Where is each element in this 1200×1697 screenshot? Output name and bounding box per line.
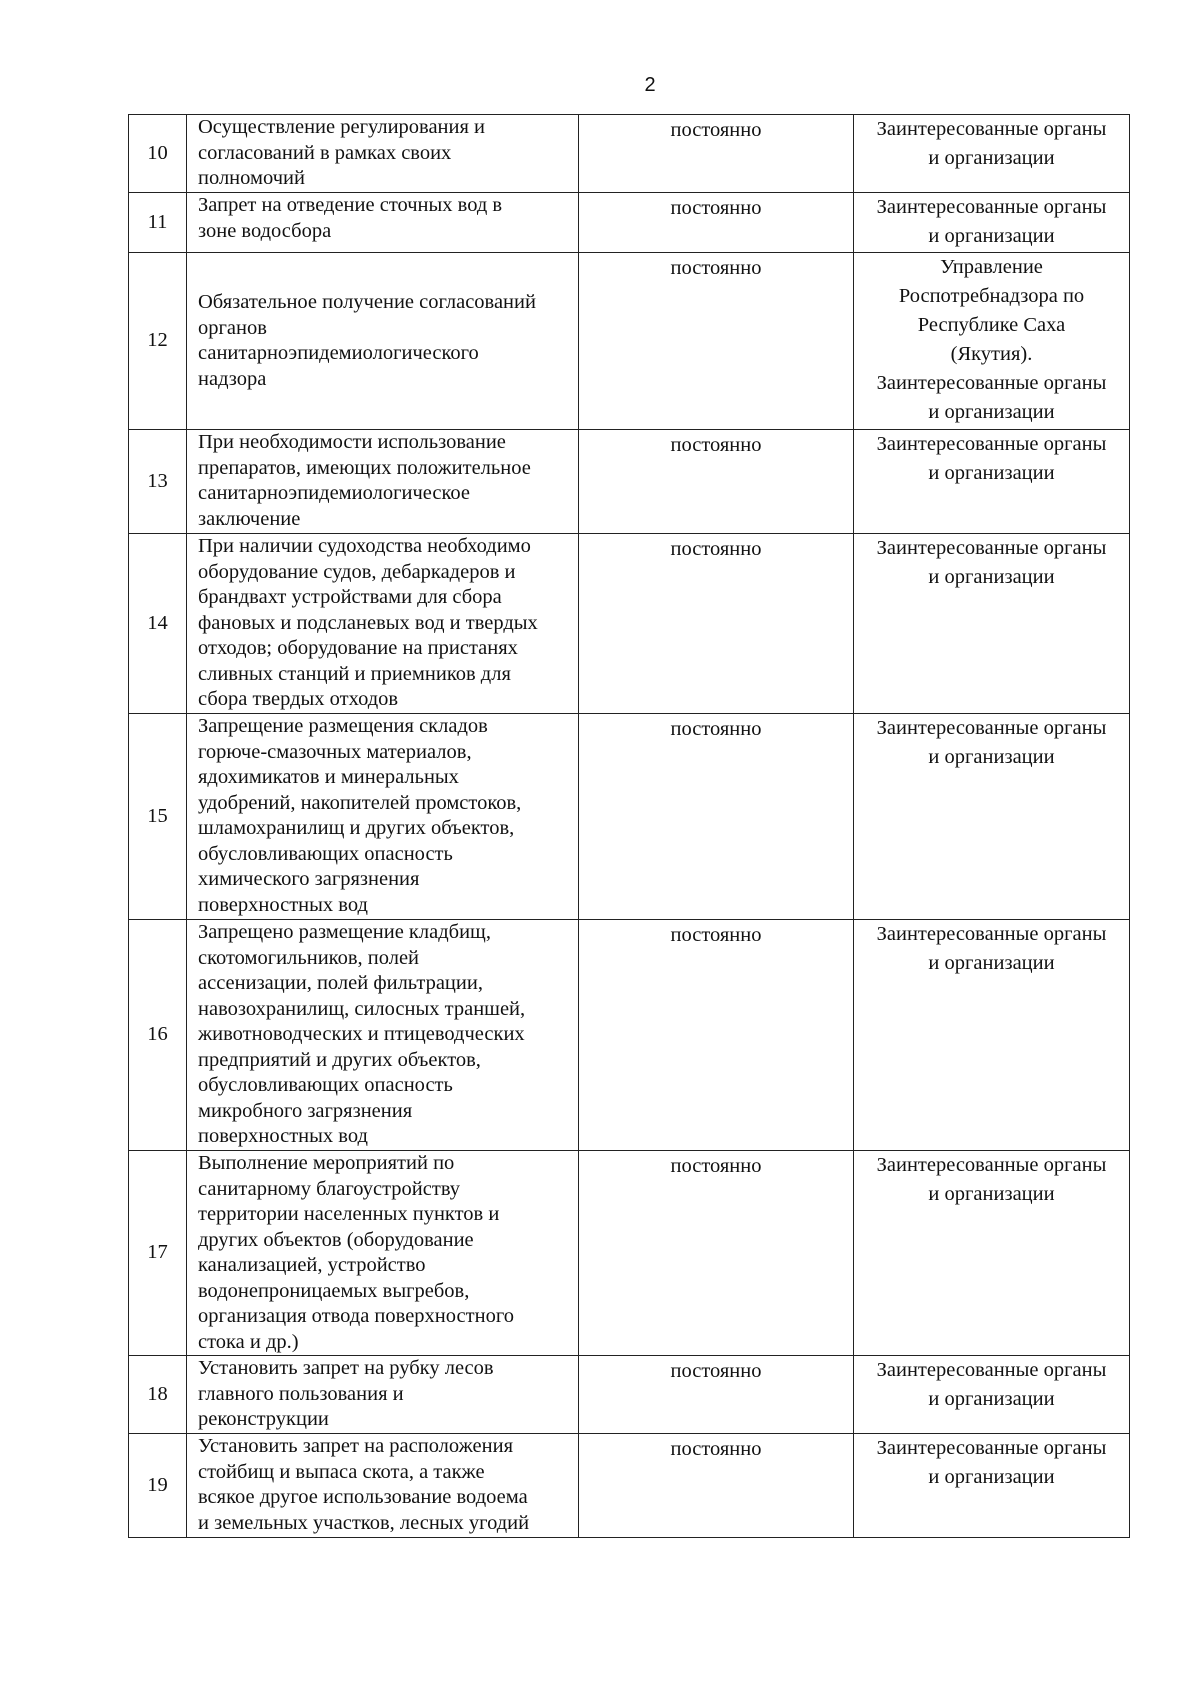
row-number: 15 bbox=[129, 714, 187, 920]
table-row bbox=[129, 920, 1130, 1151]
table-row bbox=[129, 1151, 1130, 1356]
measure-description: Установить запрет на расположения стойбищ и выпаса скота, а также всякое другое использование водоема и земельных участков, лесных угодий bbox=[187, 1434, 579, 1538]
responsible-party: Заинтересованные органы и организации bbox=[854, 1434, 1130, 1538]
table-row bbox=[129, 115, 1130, 193]
measure-description: Осуществление регулирования и согласований в рамках своих полномочий bbox=[187, 115, 579, 193]
row-number: 14 bbox=[129, 534, 187, 714]
measure-term: постоянно bbox=[579, 193, 854, 253]
responsible-party: Заинтересованные органы и организации bbox=[854, 115, 1130, 193]
measure-description: Запрет на отведение сточных вод в зоне водосбора bbox=[187, 193, 579, 253]
measure-term: постоянно bbox=[579, 920, 854, 1151]
measure-term: постоянно bbox=[579, 1151, 854, 1356]
measure-term: постоянно bbox=[579, 115, 854, 193]
responsible-party: Управление Роспотребнадзора по Республике Саха (Якутия). Заинтересованные органы и организации bbox=[854, 253, 1130, 430]
responsible-party: Заинтересованные органы и организации bbox=[854, 193, 1130, 253]
table-row bbox=[129, 253, 1130, 430]
table-row bbox=[129, 714, 1130, 920]
row-number: 18 bbox=[129, 1356, 187, 1434]
responsible-party: Заинтересованные органы и организации bbox=[854, 920, 1130, 1151]
measure-description: Обязательное получение согласований органов санитарноэпидемиологического надзора bbox=[187, 253, 579, 430]
responsible-party: Заинтересованные органы и организации bbox=[854, 1151, 1130, 1356]
measure-term: постоянно bbox=[579, 714, 854, 920]
row-number: 11 bbox=[129, 193, 187, 253]
measure-term: постоянно bbox=[579, 534, 854, 714]
measure-description: При наличии судоходства необходимо оборудование судов, дебаркадеров и брандвахт устройствами для сбора фановых и подсланевых вод и твердых отходов; оборудование на пристанях сливных станций и приемников для сбора твердых отходов bbox=[187, 534, 579, 714]
row-number: 12 bbox=[129, 253, 187, 430]
measure-description: Установить запрет на рубку лесов главного пользования и реконструкции bbox=[187, 1356, 579, 1434]
row-number: 13 bbox=[129, 430, 187, 534]
row-number: 19 bbox=[129, 1434, 187, 1538]
page-number: 2 bbox=[644, 74, 656, 96]
table-row bbox=[129, 534, 1130, 714]
responsible-party: Заинтересованные органы и организации bbox=[854, 714, 1130, 920]
table-row bbox=[129, 1356, 1130, 1434]
measure-term: постоянно bbox=[579, 1356, 854, 1434]
measures-table bbox=[128, 114, 1130, 1538]
measure-term: постоянно bbox=[579, 430, 854, 534]
measure-description: При необходимости использование препаратов, имеющих положительное санитарноэпидемиологическое заключение bbox=[187, 430, 579, 534]
responsible-party: Заинтересованные органы и организации bbox=[854, 1356, 1130, 1434]
measure-description: Запрещение размещения складов горюче-смазочных материалов, ядохимикатов и минеральных удобрений, накопителей промстоков, шламохранилищ и других объектов, обусловливающих опасность химического загрязнения поверхностных вод bbox=[187, 714, 579, 920]
responsible-party: Заинтересованные органы и организации bbox=[854, 430, 1130, 534]
row-number: 10 bbox=[129, 115, 187, 193]
table-row bbox=[129, 193, 1130, 253]
row-number: 17 bbox=[129, 1151, 187, 1356]
row-number: 16 bbox=[129, 920, 187, 1151]
measure-term: постоянно bbox=[579, 253, 854, 430]
responsible-party: Заинтересованные органы и организации bbox=[854, 534, 1130, 714]
table-row bbox=[129, 430, 1130, 534]
measure-term: постоянно bbox=[579, 1434, 854, 1538]
measure-description: Выполнение мероприятий по санитарному благоустройству территории населенных пунктов и других объектов (оборудование канализацией, устройство водонепроницаемых выгребов, организация отвода поверхностного стока и др.) bbox=[187, 1151, 579, 1356]
table-row bbox=[129, 1434, 1130, 1538]
measure-description: Запрещено размещение кладбищ, скотомогильников, полей ассенизации, полей фильтрации, навозохранилищ, силосных траншей, животноводческих и птицеводческих предприятий и других объектов, обусловливающих опасность микробного загрязнения поверхностных вод bbox=[187, 920, 579, 1151]
